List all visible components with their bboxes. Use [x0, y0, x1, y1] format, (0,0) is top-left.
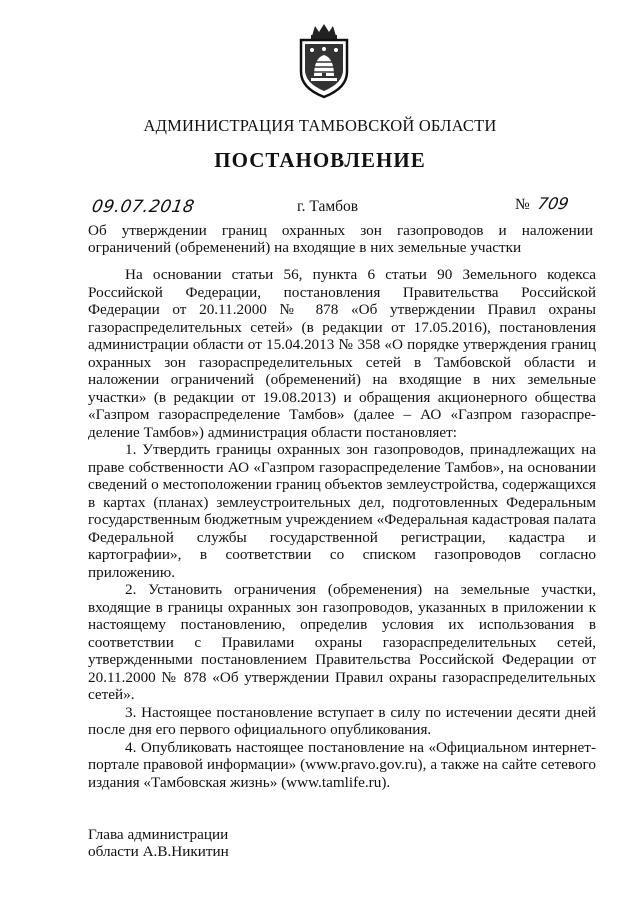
paragraph-item-3: 3. Настоящее постановление вступает в силу по истечении десяти дней после дня его первого официального опубликования. [88, 703, 596, 738]
paragraph-item-1: 1. Утвердить границы охранных зон газопроводов, принадлежащих на праве собственности АО «Газпром газораспределение Тамбов», на основании сведений о местоположении границ объектов землеустройства, содержащихся в картах (планах) землеустроительных дел, подготовленных Федеральным государственным бюджетным учреждением «Федеральная кадастровая палата Федеральной службы государственной регистрации, кадастра и картографии», в соответствии со списком газопроводов согласно приложению. [88, 441, 596, 581]
paragraph-item-2: 2. Установить ограничения (обременения) на земельные участки, входящие в границы охранных зон газопроводов, указанных в приложении к настоящему постановлению, определив условия их использования в соответствии с Правилами охраны газораспределительных сетей, утвержденными постановлением Правительства Российской Федерации от 20.11.2000 № 878 «Об утверждении Правил охраны газораспределительных сетей». [88, 581, 596, 703]
organization-title: АДМИНИСТРАЦИЯ ТАМБОВСКОЙ ОБЛАСТИ [143, 116, 497, 135]
document-body [88, 266, 596, 791]
document-date: 09.07.2018 [90, 197, 197, 217]
paragraph-item-4: 4. Опубликовать настоящее постановление на «Официальном интернет-портале правовой информации» (www.pravo.gov.ru), а также на сайте сетевого издания «Тамбовская жизнь» (www.tamlife.ru). [88, 738, 596, 791]
signature-position: Глава администрации [88, 826, 229, 843]
signature-block [88, 826, 229, 860]
document-subject: Об утверждении границ охранных зон газопроводов и наложении ограничений (обременений) на входящие в них земельные участки [88, 222, 593, 256]
document-type-title: ПОСТАНОВЛЕНИЕ [214, 148, 426, 172]
document-number: 709 [536, 194, 571, 213]
coat-of-arms-emblem [295, 22, 353, 100]
signature-name: области А.В.Никитин [88, 843, 229, 860]
document-number-label: № [515, 196, 530, 213]
document-city: г. Тамбов [297, 198, 359, 215]
paragraph-preamble: На основании статьи 56, пункта 6 статьи 90 Земельного кодекса Российской Федерации, постановления Правительства Российской Федерации от 20.11.2000 № 878 «Об утверждении Правил охраны газораспределительных сетей» (в редакции от 17.05.2016), постановления администрации области от 15.04.2013 № 358 «О порядке утверждения границ охранных зон газораспределительных сетей в Тамбовской области и наложении ограничений (обременений) на входящие в них земельные участки» (в редакции от 19.08.2013) и обращения акционерного общества «Газпром газораспределение Тамбов» (далее – АО «Газпром газораспре-деление Тамбов») администрация области постановляет: [88, 266, 596, 441]
